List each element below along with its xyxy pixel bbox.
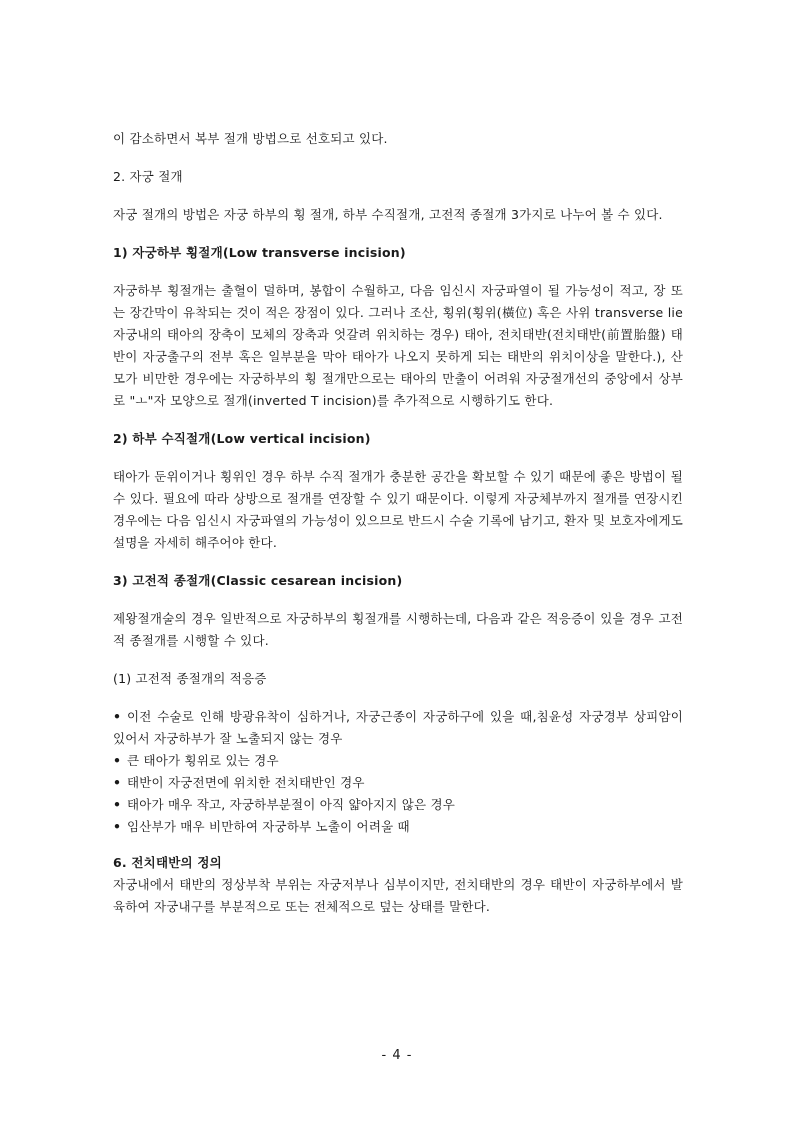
- subsection2-heading: 2) 하부 수직절개(Low vertical incision): [113, 431, 371, 446]
- subsection3-heading: 3) 고전적 종절개(Classic cesarean incision): [113, 573, 403, 588]
- section2-paragraph: 자궁 절개의 방법은 자궁 하부의 횡 절개, 하부 수직절개, 고전적 종절개 3가지로 나누어 볼 수 있다.: [113, 207, 663, 222]
- list-item: • 큰 태아가 횡위로 있는 경우: [113, 750, 683, 772]
- list-item: • 태아가 매우 작고, 자궁하부분절이 아직 얇아지지 않은 경우: [113, 794, 683, 816]
- subsection2-paragraph: 태아가 둔위이거나 횡위인 경우 하부 수직 절개가 충분한 공간을 확보할 수 있기 때문에 좋은 방법이 될 수 있다. 필요에 따라 상방으로 절개를 연장할 수 있기 때문이다. 이렇게 자궁체부까지 절개를 연장시킨 경우에는 다음 임신시 자궁파열의 가능성이 있으므로 반드시 수술 기록에 남기고, 환자 및 보호자에게도 설명을 자세히 해주어야 한다.: [113, 469, 688, 550]
- section6-paragraph: 자궁내에서 태반의 정상부착 부위는 자궁저부나 심부이지만, 전치태반의 경우 태반이 자궁하부에서 발육하여 자궁내구를 부분적으로 또는 전체적으로 덮는 상태를 말한다.: [113, 877, 683, 914]
- intro-line: 이 감소하면서 복부 절개 방법으로 선호되고 있다.: [113, 131, 388, 146]
- list-item: • 임산부가 매우 비만하여 자궁하부 노출이 어려울 때: [113, 816, 683, 838]
- bullet-icon: •: [113, 775, 122, 790]
- list-item: • 태반이 자궁전면에 위치한 전치태반인 경우: [113, 772, 683, 794]
- subsection3-paragraph: 제왕절개술의 경우 일반적으로 자궁하부의 횡절개를 시행하는데, 다음과 같은 적응증이 있을 경우 고전적 종절개를 시행할 수 있다.: [113, 611, 683, 648]
- bullet-icon: •: [113, 797, 122, 812]
- indications-heading: (1) 고전적 종절개의 적응증: [113, 671, 267, 686]
- indications-list: [113, 706, 683, 838]
- bullet-icon: •: [113, 819, 122, 834]
- subsection1-heading: 1) 자궁하부 횡절개(Low transverse incision): [113, 245, 406, 260]
- bullet-icon: •: [113, 753, 122, 768]
- section6-heading: 6. 전치태반의 정의: [113, 855, 222, 870]
- document-body: [113, 128, 688, 918]
- section2-heading: 2. 자궁 절개: [113, 169, 183, 184]
- bullet-icon: •: [113, 709, 122, 724]
- subsection1-paragraph: 자궁하부 횡절개는 출혈이 덜하며, 봉합이 수월하고, 다음 임신시 자궁파열이 될 가능성이 적고, 장 또는 장간막이 유착되는 것이 적은 장점이 있다. 그러나 조산, 횡위(횡위(橫位) 혹은 사위 transverse lie 자궁내의 태아의 장축이 모체의 장축과 엇갈려 위치하는 경우) 태아, 전치태반(전치태반(前置胎盤) 태반이 자궁출구의 전부 혹은 일부분을 막아 태아가 나오지 못하게 되는 태반의 위치이상을 말한다.), 산모가 비만한 경우에는 자궁하부의 횡 절개만으로는 태아의 만출이 어려워 자궁절개선의 중앙에서 상부로 "ㅗ"자 모양으로 절개(inverted T incision)를 추가적으로 시행하기도 한다.: [113, 283, 688, 408]
- list-item: • 이전 수술로 인해 방광유착이 심하거나, 자궁근종이 자궁하구에 있을 때,침윤성 자궁경부 상피암이 있어서 자궁하부가 잘 노출되지 않는 경우: [113, 706, 683, 750]
- page-number: - 4 -: [381, 1048, 413, 1063]
